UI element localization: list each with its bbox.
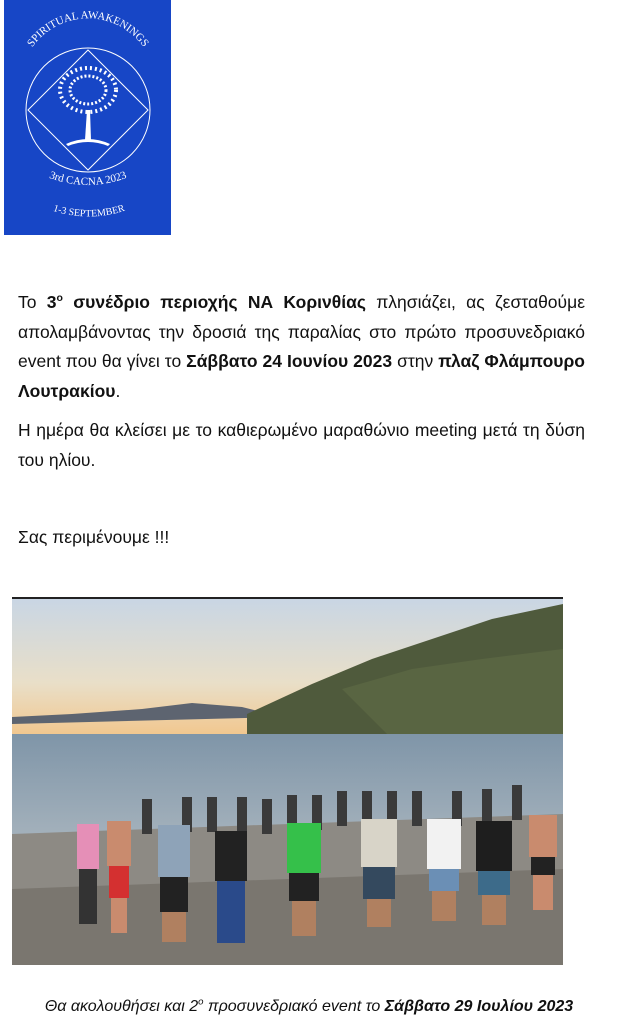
- greeting: Σας περιμένουμε !!!: [18, 527, 170, 547]
- svg-text:1-3 SEPTEMBER: [52, 203, 126, 220]
- cacna-logo: [4, 0, 171, 235]
- intro-paragraph: Το $3^o$ συνέδριο περιοχής ΝΑ Κορινθίας πλησιάζει, ας ζεσταθούμε απολαμβάνοντας την δροσιά της παραλίας στο πρώτο προσυνεδριακό event που θα γίνει το Σάββατο 24 Ιουνίου 2023 στην πλαζ Φλάμπουρο Λουτρακίου.: [18, 292, 585, 401]
- tree-icon: [60, 68, 116, 146]
- logo-event: 3rd CACNA 2023: [47, 169, 129, 189]
- logo-dates: 1-3 SEPTEMBER: [51, 202, 127, 220]
- closing-paragraph: Η ημέρα θα κλείσει με το καθιερωμένο μαραθώνιο meeting μετά τη δύση του ηλίου.: [18, 420, 585, 470]
- beach-photo: [12, 597, 563, 965]
- footer-note: Θα ακολουθήσει και $2^o$ προσυνεδριακό event το Σάββατο 29 Ιουλίου 2023: [44, 996, 574, 1015]
- svg-text:SPIRITUAL AWAKENINGS: [25, 9, 151, 49]
- logo-title: SPIRITUAL AWAKENINGS: [25, 9, 151, 50]
